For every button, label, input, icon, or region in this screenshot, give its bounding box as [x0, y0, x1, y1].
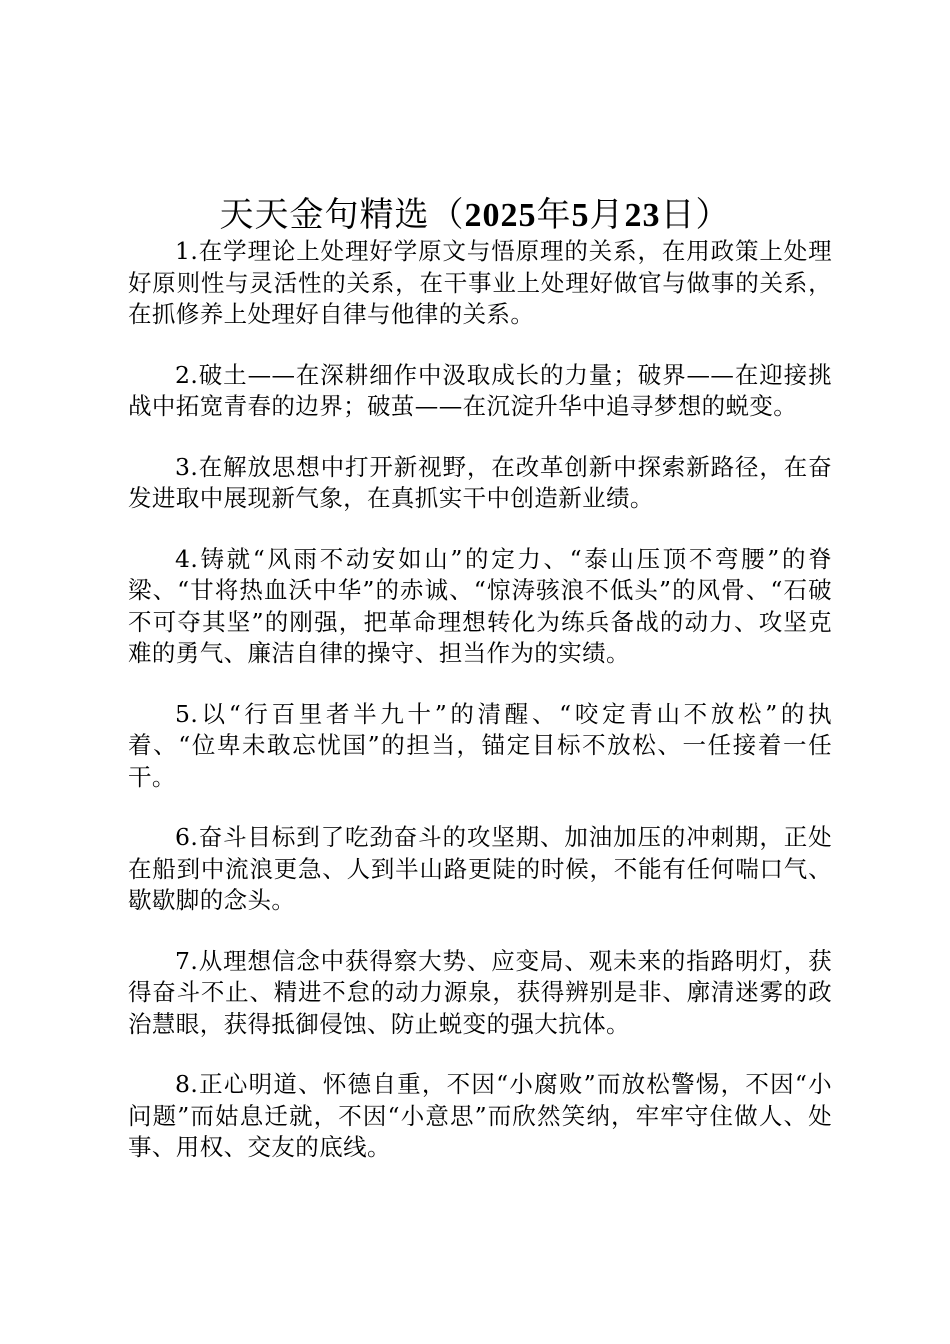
title-month-unit: 月	[589, 194, 625, 235]
title-prefix: 天天金句精选（	[219, 194, 465, 235]
quote-item-3: 3.在解放思想中打开新视野，在改革创新中探索新路径，在奋发进取中展现新气象，在真抓实干中创造新业绩。	[128, 452, 832, 512]
quote-item-5: 5.以“行百里者半九十”的清醒、“咬定青山不放松”的执着、“位卑未敢忘忧国”的担当，锚定目标不放松、一任接着一任干。	[128, 699, 832, 791]
title-day-unit: 日）	[660, 194, 731, 235]
page-title	[0, 193, 950, 238]
quote-item-6: 6.奋斗目标到了吃劲奋斗的攻坚期、加油加压的冲刺期，正处在船到中流浪更急、人到半山路更陡的时候，不能有任何喘口气、歇歇脚的念头。	[128, 823, 832, 914]
title-month: 5	[571, 196, 590, 234]
quote-item-8: 8.正心明道、怀德自重，不因“小腐败”而放松警惕，不因“小问题”而姑息迁就，不因“小意思”而欣然笑纳，牢牢守住做人、处事、用权、交友的底线。	[128, 1070, 832, 1161]
quote-item-1: 1.在学理论上处理好学原文与悟原理的关系，在用政策上处理好原则性与灵活性的关系，在干事业上处理好做官与做事的关系，在抓修养上处理好自律与他律的关系。	[128, 237, 832, 328]
quote-list	[128, 236, 832, 1193]
quote-item-2: 2.破土——在深耕细作中汲取成长的力量；破界——在迎接挑战中拓宽青春的边界；破茧——在沉淀升华中追寻梦想的蜕变。	[128, 360, 832, 420]
quote-item-4: 4.铸就“风雨不动安如山”的定力、“泰山压顶不弯腰”的脊梁、“甘将热血沃中华”的赤诚、“惊涛骇浪不低头”的风骨、“石破不可夺其坚”的刚强，把革命理想转化为练兵备战的动力、攻坚克难的勇气、廉洁自律的操守、担当作为的实绩。	[128, 544, 832, 667]
title-day: 23	[624, 196, 661, 234]
quote-item-7: 7.从理想信念中获得察大势、应变局、观未来的指路明灯，获得奋斗不止、精进不怠的动力源泉，获得辨别是非、廓清迷雾的政治慧眼，获得抵御侵蚀、防止蜕变的强大抗体。	[128, 946, 832, 1038]
title-year: 2025	[464, 196, 537, 234]
title-year-unit: 年	[536, 194, 572, 235]
